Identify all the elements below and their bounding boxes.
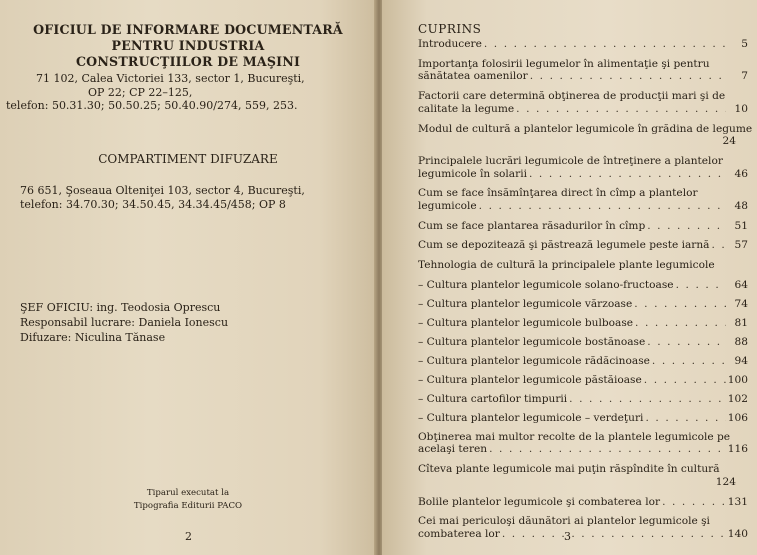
toc-page-number: 48 bbox=[734, 199, 748, 212]
toc-entry bbox=[418, 317, 748, 330]
toc-entry bbox=[418, 38, 748, 51]
publisher-line: PENTRU INDUSTRIA bbox=[111, 38, 265, 53]
toc-entry-text: Obţinerea mai multor recolte de la plantele legumicole pe bbox=[418, 430, 731, 443]
toc-entry bbox=[418, 463, 748, 488]
address-line: 71 102, Calea Victoriei 133, sector 1, Bucureşti, bbox=[36, 72, 305, 85]
toc-entry bbox=[418, 58, 748, 83]
toc-page-number: 10 bbox=[734, 102, 748, 115]
toc-entry-text: – Cultura plantelor legumicole păstăioase bbox=[418, 373, 642, 386]
publisher-address bbox=[6, 72, 336, 113]
toc-entry-text: – Cultura plantelor legumicole solano-fructoase bbox=[418, 279, 674, 291]
toc-page-number: 81 bbox=[734, 316, 748, 329]
address-line: OP 22; CP 22–125, bbox=[88, 85, 193, 99]
publisher-line: OFICIUL DE INFORMARE DOCUMENTARĂ bbox=[33, 22, 343, 37]
publisher-line: CONSTRUCŢIILOR DE MAŞINI bbox=[75, 54, 301, 69]
toc-leader-dots bbox=[634, 298, 726, 311]
toc-leader-dots bbox=[644, 374, 726, 387]
toc-page-number: 51 bbox=[734, 219, 748, 232]
toc-entry bbox=[418, 220, 748, 233]
toc-leader-dots bbox=[530, 70, 726, 83]
toc-page-number: 94 bbox=[734, 354, 748, 367]
toc-entry bbox=[418, 374, 748, 387]
printer-line: Tipografia Editurii PACO bbox=[133, 501, 243, 511]
toc-entry-text: – Cultura plantelor legumicole – verdeţuri bbox=[418, 411, 644, 424]
toc-entry bbox=[418, 122, 753, 148]
toc-entry bbox=[418, 515, 748, 540]
toc-page-number: 88 bbox=[734, 335, 748, 348]
toc-entry-text: – Cultura plantelor legumicole bulboase bbox=[418, 316, 634, 329]
right-page bbox=[382, 0, 757, 555]
toc-leader-dots bbox=[489, 443, 726, 456]
toc-entry-text: calitate la legume bbox=[418, 102, 515, 115]
toc-entry bbox=[418, 336, 748, 349]
toc-entry-text: – Cultura plantelor legumicole rădăcinoase bbox=[418, 354, 650, 367]
toc-leader-dots bbox=[647, 220, 726, 233]
toc-entry-text: combaterea lor bbox=[418, 528, 500, 540]
toc-page-number: 140 bbox=[727, 528, 748, 540]
toc-entry-text: acelaşi teren bbox=[418, 443, 488, 456]
toc-entry-text: legumicole în solarii bbox=[418, 167, 527, 180]
toc-leader-dots bbox=[516, 103, 726, 116]
toc-entry bbox=[418, 187, 748, 212]
toc-page-number: 5 bbox=[741, 38, 748, 50]
page-number: 3 bbox=[564, 530, 571, 543]
printer-line: Tiparul executat la bbox=[146, 488, 230, 498]
department-title: COMPARTIMENT DIFUZARE bbox=[98, 152, 278, 166]
toc-entry-text: – Cultura plantelor legumicole vărzoase bbox=[418, 297, 633, 310]
toc-entry-text: Cum se depozitează şi păstrează legumele peste iarnă bbox=[418, 239, 710, 252]
page-number: 2 bbox=[185, 530, 192, 543]
toc-leader-dots bbox=[502, 528, 726, 541]
toc-entry-text: – Cultura plantelor legumicole bostănoase bbox=[418, 335, 646, 348]
address-line: 76 651, Şoseaua Olteniţei 103, sector 4, Bucureşti, bbox=[20, 184, 305, 197]
toc-page-number: 102 bbox=[727, 392, 748, 405]
publisher-name bbox=[0, 22, 376, 70]
toc-entry-text: sănătatea oamenilor bbox=[418, 70, 528, 83]
toc-page-number: 100 bbox=[727, 373, 748, 386]
toc-entry bbox=[418, 431, 748, 456]
toc-entry bbox=[418, 155, 748, 180]
toc-leader-dots bbox=[529, 168, 726, 181]
toc-entry-text: Modul de cultură a plantelor legumicole în grădina de legume bbox=[418, 122, 753, 135]
toc-entry-text: Cum se face plantarea răsadurilor în cîmp bbox=[418, 219, 646, 232]
staff-line: Responsabil lucrare: Daniela Ionescu bbox=[20, 316, 229, 329]
toc-entry bbox=[418, 298, 748, 311]
toc-entry bbox=[418, 279, 748, 292]
toc-leader-dots bbox=[662, 496, 726, 509]
toc-entry-text: Tehnologia de cultură la principalele plante legumicole bbox=[418, 259, 715, 272]
toc-entry-text: Introducere bbox=[418, 38, 482, 50]
toc-leader-dots bbox=[645, 412, 725, 425]
printer-note bbox=[0, 487, 376, 513]
address-line: telefon: 34.70.30; 34.50.45, 34.34.45/458; OP 8 bbox=[20, 198, 286, 211]
toc-page-number: 46 bbox=[734, 167, 748, 180]
toc-page-number: 7 bbox=[741, 70, 748, 83]
toc-entry-text: Bolile plantelor legumicole şi combaterea lor bbox=[418, 495, 661, 508]
toc-entry bbox=[418, 259, 748, 272]
staff-line: Difuzare: Niculina Tănase bbox=[20, 331, 166, 344]
toc-page-number: 131 bbox=[727, 495, 748, 508]
toc-entry-text: legumicole bbox=[418, 199, 477, 212]
toc-page-number: 57 bbox=[734, 239, 748, 252]
toc-entry bbox=[418, 239, 748, 252]
toc-page-number: 106 bbox=[727, 411, 748, 424]
toc-leader-dots bbox=[484, 38, 726, 51]
toc-entry bbox=[418, 496, 748, 509]
toc-title: CUPRINS bbox=[418, 22, 482, 36]
toc-page-number: 124 bbox=[715, 475, 736, 488]
toc-entry bbox=[418, 393, 748, 406]
toc-leader-dots bbox=[479, 200, 726, 213]
staff-line: ŞEF OFICIU: ing. Teodosia Oprescu bbox=[20, 301, 221, 314]
toc-page-number: 24 bbox=[722, 135, 736, 148]
toc-leader-dots bbox=[652, 355, 726, 368]
table-of-contents bbox=[418, 38, 753, 548]
toc-entry-text: – Cultura cartofilor timpurii bbox=[418, 392, 568, 405]
toc-leader-dots bbox=[647, 336, 726, 349]
toc-leader-dots bbox=[569, 393, 726, 406]
address-line: telefon: 50.31.30; 50.50.25; 50.40.90/274, 559, 253. bbox=[6, 99, 298, 112]
department-address bbox=[20, 184, 360, 212]
toc-entry-text: Factorii care determină obţinerea de producţii mari şi de bbox=[418, 90, 726, 103]
toc-entry bbox=[418, 90, 748, 115]
toc-entry-text: Cum se face însămînţarea direct în cîmp a plantelor bbox=[418, 187, 698, 200]
toc-page-number: 64 bbox=[734, 279, 748, 291]
toc-entry-text: Principalele lucrări legumicole de întreţinere a plantelor bbox=[418, 154, 723, 167]
toc-page-number: 74 bbox=[734, 297, 748, 310]
toc-leader-dots bbox=[712, 239, 727, 252]
staff-credits bbox=[20, 300, 320, 345]
toc-entry-text: Cîteva plante legumicole mai puţin răspîndite în cultură bbox=[418, 463, 720, 476]
toc-leader-dots bbox=[635, 317, 726, 330]
toc-entry bbox=[418, 412, 748, 425]
toc-entry bbox=[418, 355, 748, 368]
toc-page-number: 116 bbox=[727, 443, 748, 456]
left-page bbox=[0, 0, 376, 555]
toc-entry-text: Cei mai periculoşi dăunători ai plantelor legumicole şi bbox=[418, 515, 710, 528]
toc-leader-dots bbox=[676, 279, 726, 292]
toc-entry-text: Importanţa folosirii legumelor în alimentaţie şi pentru bbox=[418, 57, 710, 70]
